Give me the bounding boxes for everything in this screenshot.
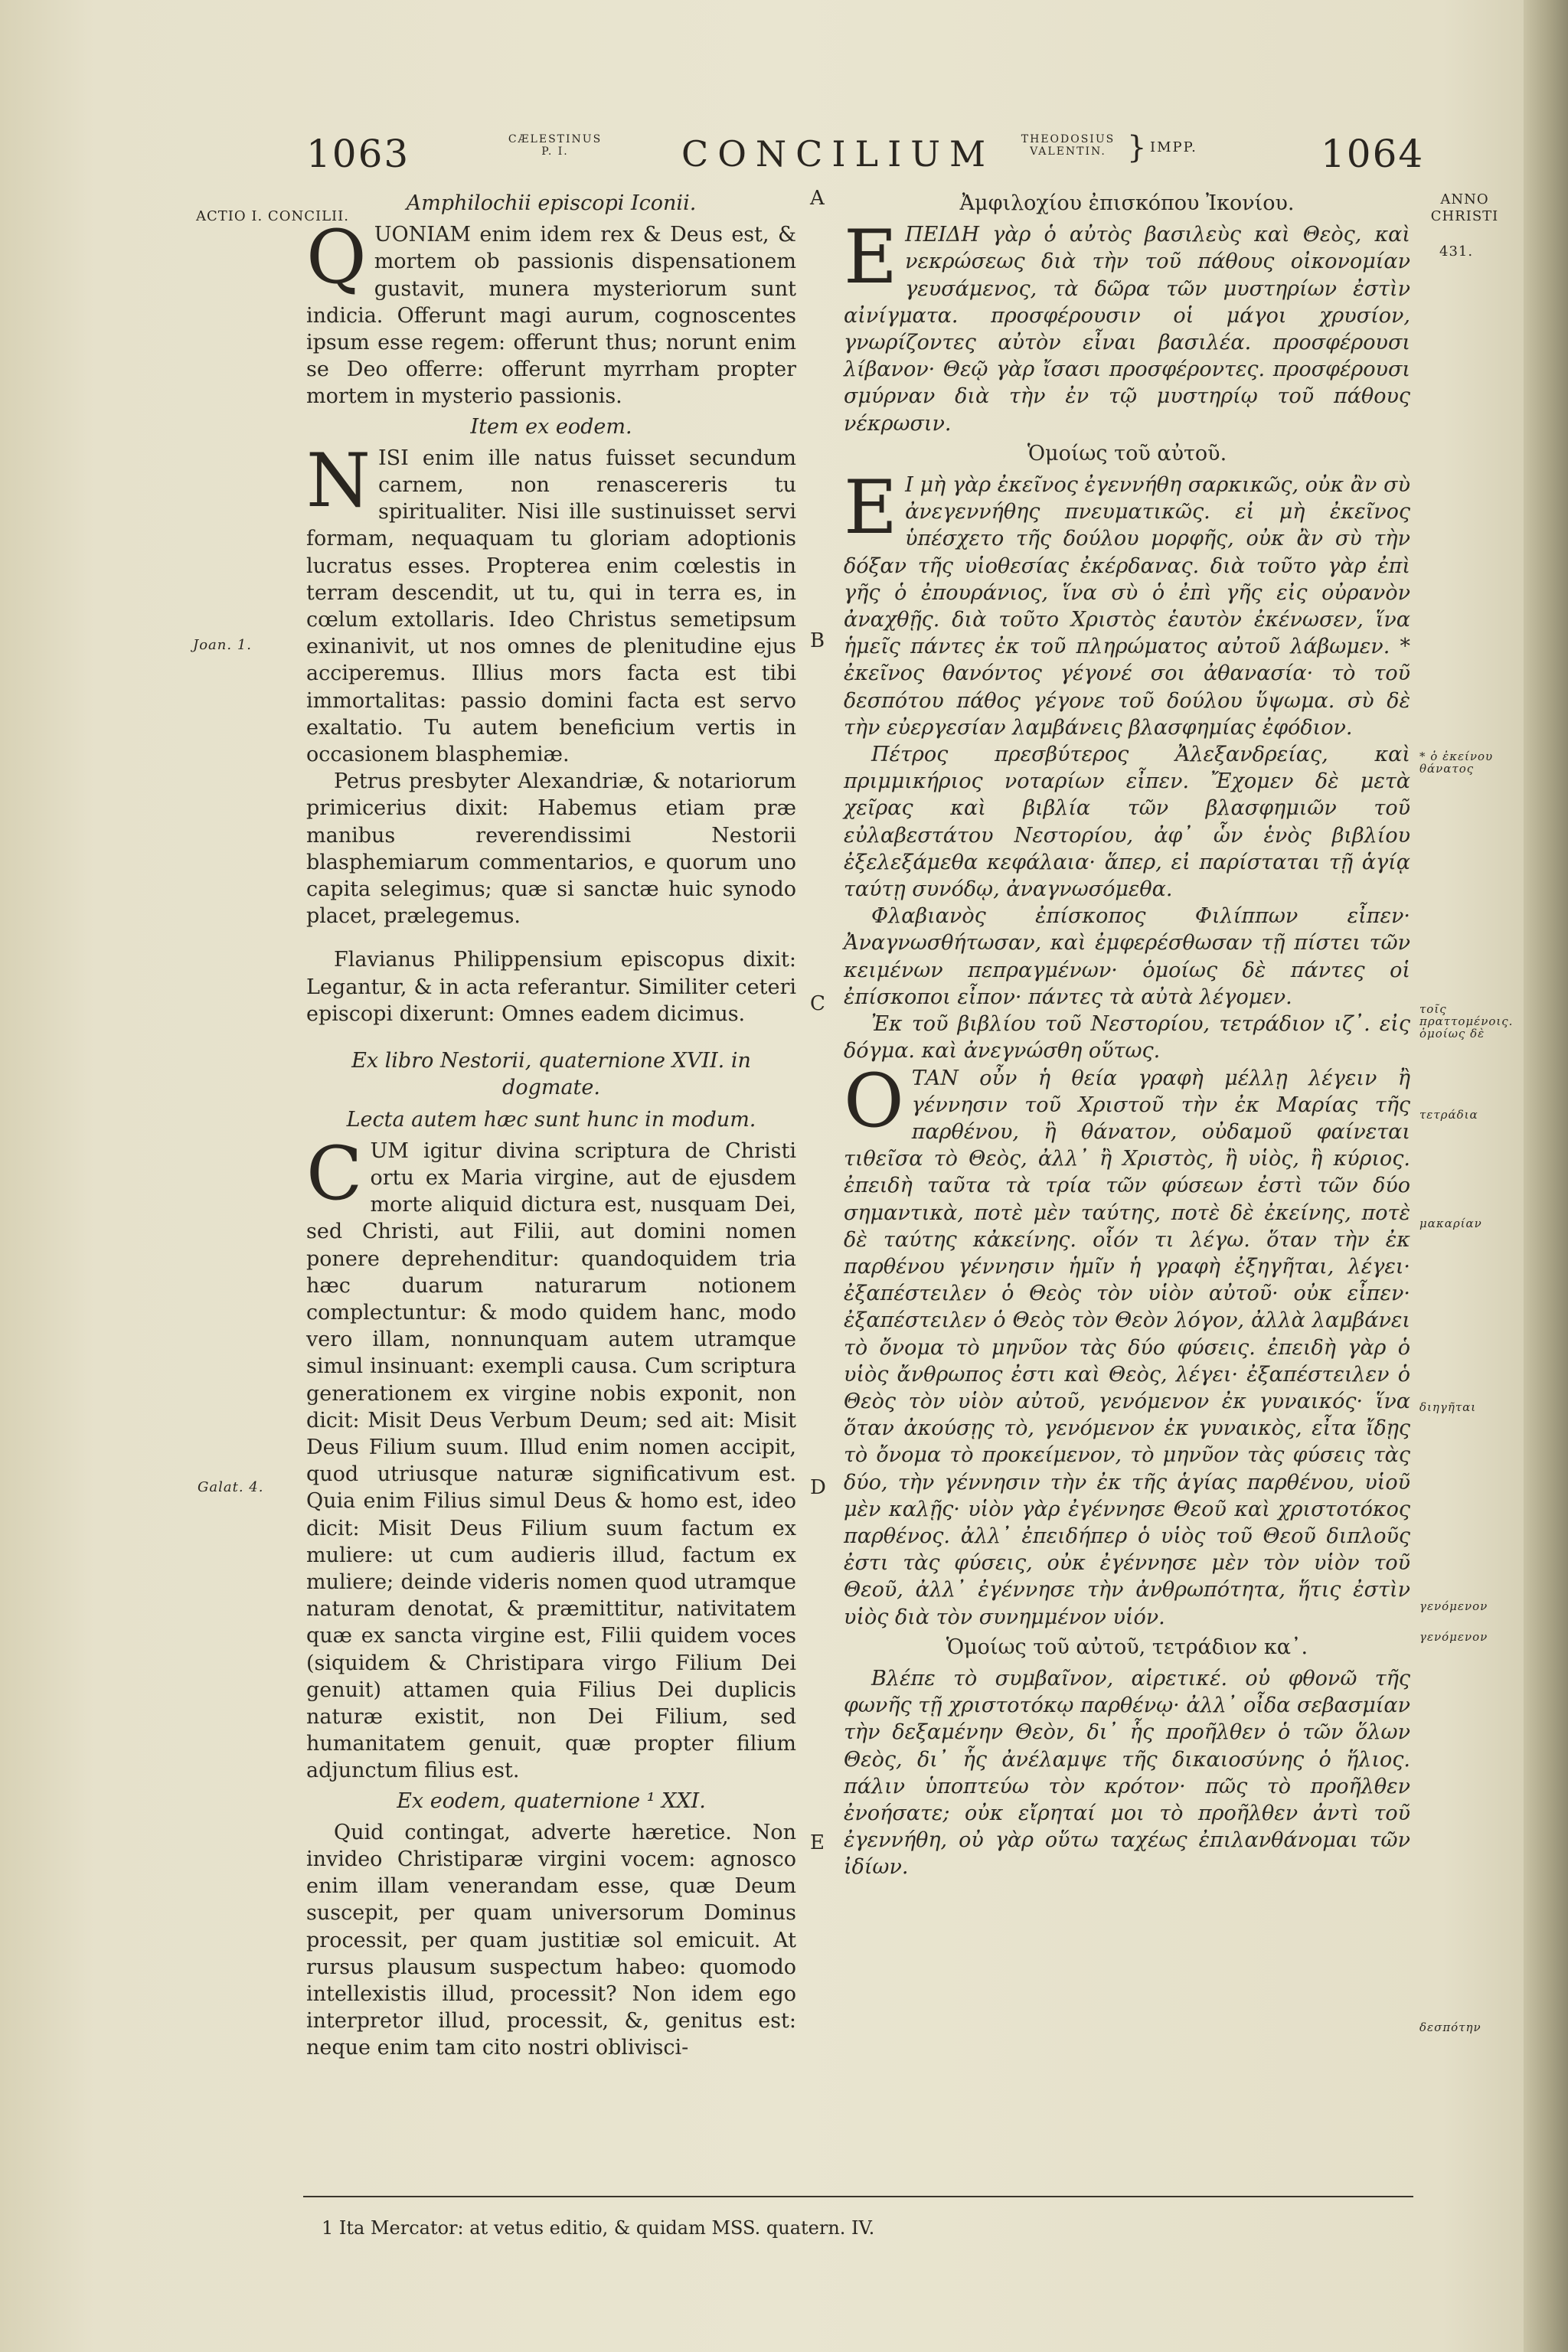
running-header <box>306 122 1531 176</box>
margin-variant-2: τοῖς πραττομένοις. ὁμοίως δὲ <box>1419 1002 1514 1040</box>
greek-paragraph-petrus: Πέτρος πρεσβύτερος Ἀλεξανδρείας, καὶ πριμμικήριος νοταρίων εἶπεν. Ἔχομεν δὲ μετὰ χεῖρας καὶ βιβλία τῶν βλασφημιῶν τοῦ εὐλαβεστάτου Νεστορίου, ἀφ᾽ ὧν ἑνὸς βιβλίου ἐξελεξάμεθα κεφάλαια· ἅπερ, εἰ παρίσταται τῇ ἁγίᾳ ταύτῃ συνόδῳ, ἀναγνωσόμεθα. <box>844 743 1410 902</box>
latin-heading-nestorius: Ex libro Nestorii, quaternione XVII. in dogmate. <box>351 1049 751 1100</box>
greek-paragraph-flavianus: Φλαβιανὸς ἐπίσκοπος Φιλίππων εἶπεν· Ἀναγνωσθήτωσαν, καὶ ἐμφερέσθωσαν τῇ πίστει τῶν κειμένων πεπραγμένων· ὁμοίως δὲ πάντες οἱ ἐπίσκοποι εἶπον· πάντες τὰ αὐτὰ λέγομεν. <box>844 904 1410 1009</box>
margin-variant-6: γενόμενον <box>1419 1599 1488 1613</box>
greek-paragraph-3 <box>844 1057 1410 1631</box>
latin-dropcap-3: C <box>306 1130 363 1217</box>
latin-paragraph-3 <box>306 1130 796 1785</box>
margin-variant-4: μακαρίαν <box>1419 1217 1482 1230</box>
latin-paragraph-4: Quid contingat, adverte hæretice. Non invideo Christiparæ virgini vocem: agnosco enim illam venerandam esse, quæ Deum suscepit, per quam universorum Dominus processit, per quam justitiæ sol emicuit. At rursus plausum suspectum habeo: quomodo intellexistis illud, processit? Non idem ego interpretor illud, processit, &, genitus est: neque enim tam cito nostri oblivisci- <box>306 1820 796 2060</box>
latin-heading-amphilochius: Amphilochii episcopi Iconii. <box>406 191 697 215</box>
greek-paragraph-4: Βλέπε τὸ συμβαῖνον, αἱρετικέ. οὐ φθονῶ τῆς φωνῆς τῇ χριστοτόκῳ παρθένῳ· ἀλλ᾽ οἶδα σεβασμίαν τὴν δεξαμένην Θεὸν, δι᾽ ἧς προῆλθεν ὁ τῶν ὅλων Θεὸς, δι᾽ ἧς ἀνέλαμψε τῆς δικαιοσύνης ὁ ἥλιος. πάλιν ὑποπτεύω τὸν κρότον· πῶς τὸ προῆλθεν ἐνοήσατε; οὐκ εἴρηταί μοι τὸ προῆλθεν ἀντὶ τοῦ ἐγεννήθη, οὐ γὰρ οὕτω ταχέως ἐπιλανθάνομαι τῶν ἰδίων. <box>844 1666 1410 1880</box>
greek-heading-nestorius: Ἐκ τοῦ βιβλίου τοῦ Νεστορίου, τετράδιον ιζ᾽. εἰς δόγμα. καὶ ἀνεγνώσθη οὕτως. <box>844 1012 1410 1063</box>
section-marker-b: B <box>810 629 825 652</box>
page-number-left: 1063 <box>306 132 410 176</box>
header-impp: IMPP. <box>1150 139 1197 155</box>
greek-heading-amphilochius: Ἀμφιλοχίου ἐπισκόπου Ἰκονίου. <box>959 191 1295 215</box>
greek-dropcap-3: Ο <box>844 1057 904 1144</box>
margin-variant-3: τετράδια <box>1419 1108 1478 1122</box>
latin-paragraph-flavianus: Flavianus Philippensium episcopus dixit: Legantur, & in acta referantur. Similiter ceteri episcopi dixerunt: Omnes eadem dicimus. <box>306 948 796 1026</box>
latin-heading-item: Item ex eodem. <box>470 414 632 439</box>
latin-dropcap-1: Q <box>306 214 367 301</box>
latin-paragraph-3-text: UM igitur divina scriptura de Christi ortu ex Maria virgine, aut de ejusdem morte aliquid dictura est, nusquam Dei, sed Christi, aut Filii, aut domini nomen ponere deprehenditur: quandoquidem tria hæc duarum naturarum notionem complectuntur: & modo quidem hanc, modo vero illam, nonnunquam autem utramque simul insinuant: exempli causa. Cum scriptura generationem ex virgine nobis exponit, non dicit: Misit Deus Verbum Deum; sed ait: Misit Deus Filium suum. Illud enim nomen accipit, quod utriusque naturæ significativum est. Quia enim Filius simul Deus & homo est, ideo dicit: Misit Deus Filium suum factum ex muliere: ut cum audieris illud, factum ex muliere; deinde videris nomen quod utramque naturam denotat, & præmittitur, nativitatem quæ ex sancta virgine est, Filii quidem voces (siquidem & Christipara virgo Filium Dei genuit) attamen quia Filius Dei duplicis naturæ existit, non Dei Filium, sed humanitatem genuit, quæ propter filium adjunctum filius est. <box>306 1138 796 1783</box>
margin-variant-1: * ὁ ἐκείνου θάνατος <box>1419 750 1494 776</box>
latin-paragraph-petrus: Petrus presbyter Alexandriæ, & notariorum primicerius dixit: Habemus etiam præ manibus reverendissimi Nestorii blasphemiarum commentarios, e quorum uno capita selegimus; quæ si sanctæ huic synodo placet, prælegemus. <box>306 769 796 929</box>
greek-heading-item: Ὁμοίως τοῦ αὐτοῦ. <box>1027 441 1227 466</box>
margin-ref-joan: Joan. 1. <box>193 637 252 653</box>
greek-paragraph-2-text: Ι μὴ γὰρ ἐκεῖνος ἐγεννήθη σαρκικῶς, οὐκ ἂν σὺ ἀνεγεννήθης πνευματικῶς. εἰ μὴ ἐκεῖνος ὑπέσχετο τῆς δούλου μορφῆς, οὐκ ἂν σὺ τὴν δόξαν τῆς υἱοθεσίας ἐκέρδανας. διὰ τοῦτο γὰρ ἐπὶ γῆς ὁ ἐπουράνιος, ἵνα σὺ ὁ ἐπὶ γῆς εἰς οὐρανὸν ἀναχθῇς. διὰ τοῦτο Χριστὸς ἑαυτὸν ἐκένωσεν, ἵνα ἡμεῖς πάντες ἐκ τοῦ πληρώματος αὐτοῦ λάβωμεν. * ἐκεῖνος θανόντος γέγονέ σοι ἀθανασία· τὸ τοῦ δεσπότου πάθος γέγονε τοῦ δούλου ὕψωμα. σὺ δὲ τὴν εὐεργεσίαν λαμβάνεις βλασφημίας ἐφόδιον. <box>844 473 1410 740</box>
section-marker-c: C <box>810 992 825 1015</box>
greek-dropcap-1: Ε <box>844 214 898 301</box>
margin-anno: ANNO CHRISTI <box>1430 191 1499 224</box>
latin-dropcap-2: N <box>306 437 371 524</box>
margin-ref-galat: Galat. 4. <box>198 1479 264 1495</box>
latin-paragraph-2-text: ISI enim ille natus fuisset secundum carnem, non renascereris tu spiritualiter. Nisi ille sustinuisset servi formam, nequaquam tu gloriam adoptionis lucratus esses. Propterea enim cœlestis in terram descendit, ut tu, qui in terra es, in cœlum extollaris. Ideo Christus semetipsum exinanivit, ut nos omnes de plenitudine ejus acciperemus. Illius mors facta est tibi immortalitas: passio domini facta est servo exaltatio. Tu autem beneficium vertis in occasionem blasphemiæ. <box>306 446 796 767</box>
section-marker-e: E <box>810 1831 825 1854</box>
greek-paragraph-1-text: ΠΕΙΔΗ γὰρ ὁ αὐτὸς βασιλεὺς καὶ Θεὸς, καὶ νεκρώσεως διὰ τὴν τοῦ πάθους οἰκονομίαν γευσάμενος, τὰ δῶρα τῶν μυστηρίων ἐστὶν αἰνίγματα. προσφέρουσιν οἱ μάγοι χρυσίον, γνωρίζοντες αὐτὸν εἶναι βασιλέα. προσφέρουσι λίβανον· Θεῷ γὰρ ἴσασι προσφέροντες. προσφέρουσι σμύρναν διὰ τὴν ἐν τῷ μυστηρίῳ τοῦ πάθους νέκρωσιν. <box>844 223 1410 436</box>
greek-column <box>844 187 1410 1881</box>
greek-heading-tetradion: Ὁμοίως τοῦ αὐτοῦ, τετράδιον κα᾽. <box>946 1635 1308 1659</box>
page-number-right: 1064 <box>1321 132 1425 176</box>
greek-paragraph-1 <box>844 214 1410 437</box>
greek-dropcap-2: Ε <box>844 465 898 551</box>
margin-variant-7: γενόμενον <box>1419 1630 1488 1644</box>
footnote-rule <box>303 2196 1413 2197</box>
latin-heading-quaternio: Ex eodem, quaternione ¹ XXI. <box>397 1788 706 1813</box>
footnote: 1 Ita Mercator: at vetus editio, & quidam MSS. quatern. IV. <box>322 2217 875 2239</box>
header-brace: } <box>1127 130 1147 165</box>
greek-paragraph-2 <box>844 465 1410 741</box>
margin-year: 431. <box>1439 243 1474 260</box>
greek-paragraph-3-text: ΤΑΝ οὖν ἡ θεία γραφὴ μέλλῃ λέγειν ἢ γέννησιν τοῦ Χριστοῦ τὴν ἐκ Μαρίας τῆς παρθένου, ἢ θάνατον, οὐδαμοῦ φαίνεται τιθεῖσα τὸ Θεὸς, ἀλλ᾽ ἢ Χριστὸς, ἢ υἱὸς, ἢ κύριος. ἐπειδὴ ταῦτα τὰ τρία τῶν φύσεων ἐστὶ τῶν δύο σημαντικὰ, ποτὲ μὲν ταύτης, ποτὲ δὲ ἐκείνης, ποτὲ δὲ ταύτης κἀκείνης. οἷόν τι λέγω. ὅταν τὴν ἐκ παρθένου γέννησιν ἡμῖν ἡ γραφὴ ἐξηγῆται, λέγει· ἐξαπέστειλεν ὁ Θεὸς τὸν υἱὸν αὐτοῦ· οὐκ εἶπεν· ἐξαπέστειλεν ὁ Θεὸς τὸν Θεὸν λόγον, ἀλλὰ λαμβάνει τὸ ὄνομα τὸ μηνῦον τὰς δύο φύσεις. ἐπειδὴ γὰρ ὁ υἱὸς ἄνθρωπος ἐστι καὶ Θεὸς, λέγει· ἐξαπέστειλεν ὁ Θεὸς τὸν υἱὸν αὐτοῦ, γενόμενον ἐκ γυναικός· ἵνα ὅταν ἀκούσῃς τὸ, γενόμενον ἐκ γυναικὸς, εἶτα ἴδῃς τὸ ὄνομα τὸ προκείμενον, τὸ μηνῦον τὰς φύσεις τὰς δύο, τὴν γέννησιν τὴν ἐκ τῆς ἁγίας παρθένου, υἱοῦ μὲν καλῇς· υἱὸν γὰρ ἐγέννησε Θεοῦ καὶ χριστοτόκος παρθένος. ἀλλ᾽ ἐπειδήπερ ὁ υἱὸς τοῦ Θεοῦ διπλοῦς ἐστι τὰς φύσεις, οὐκ ἐγέννησε μὲν τὸν υἱὸν τοῦ Θεοῦ, ἀλλ᾽ ἐγέννησε τὴν ἀνθρωπότητα, ἥτις ἐστὶν υἱὸς διὰ τὸν συνημμένον υἱόν. <box>844 1066 1410 1629</box>
book-spine-shadow <box>1524 0 1568 2352</box>
margin-actio: ACTIO I. CONCILII. <box>196 208 349 224</box>
latin-paragraph-1 <box>306 214 796 410</box>
latin-paragraph-2 <box>306 437 796 768</box>
header-title: CONCILIUM <box>681 133 995 175</box>
header-emperors: THEODOSIUS VALENTIN. <box>1021 133 1116 158</box>
latin-column <box>306 187 796 2062</box>
latin-paragraph-1-text: UONIAM enim idem rex & Deus est, & mortem ob passionis dispensationem gustavit, munera mysteriorum sunt indicia. Offerunt magi aurum, cognoscentes ipsum esse regem: offerunt thus; norunt enim se Deo offerre: offerunt myrrham propter mortem in mysterio passionis. <box>306 223 796 409</box>
header-pope: CÆLESTINUS P. I. <box>508 133 603 158</box>
section-marker-d: D <box>810 1476 826 1499</box>
margin-variant-5: διηγῆται <box>1419 1400 1477 1414</box>
spacer <box>306 929 796 946</box>
spacer <box>306 1027 796 1044</box>
latin-heading-lecta: Lecta autem hæc sunt hunc in modum. <box>346 1107 756 1132</box>
section-marker-a: A <box>810 187 825 210</box>
margin-variant-8: δεσπότην <box>1419 2020 1481 2034</box>
